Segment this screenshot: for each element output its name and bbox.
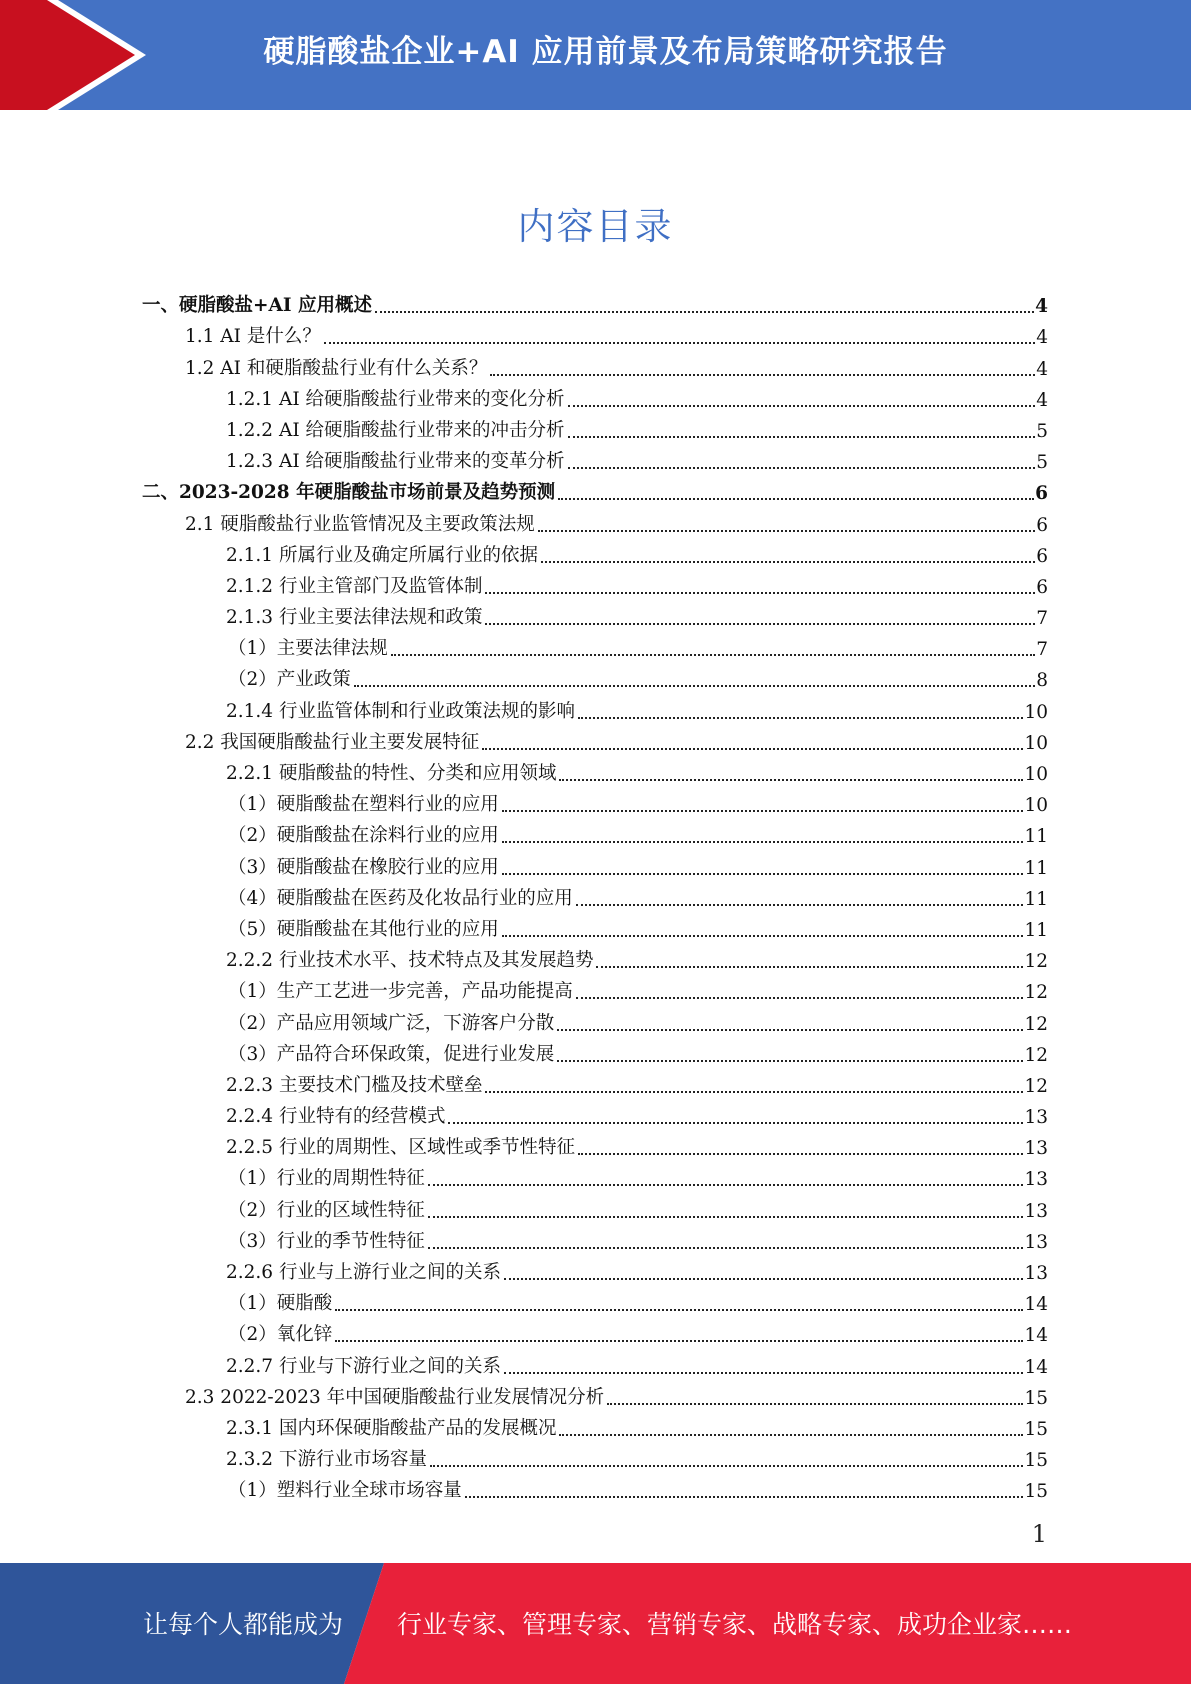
toc-dot-leader: [559, 1434, 1023, 1436]
toc-entry[interactable]: [142, 442, 1048, 473]
toc-dot-leader: [607, 1403, 1023, 1405]
toc-entry-label: （1）硬脂酸盐在塑料行业的应用: [228, 794, 499, 816]
toc-entry-label: 2.2.7 行业与下游行业之间的关系: [226, 1355, 501, 1377]
toc-dot-leader: [504, 1278, 1023, 1280]
toc-dot-leader: [324, 342, 1035, 344]
toc-entry-label: （2）产业政策: [228, 669, 351, 691]
toc-entry[interactable]: [142, 754, 1048, 785]
toc-entry-page: 4: [1036, 327, 1048, 349]
toc-dot-leader: [559, 779, 1023, 781]
toc-entry-label: 1.2.1 AI 给硬脂酸盐行业带来的变化分析: [226, 388, 565, 410]
toc-entry-page: 11: [1024, 857, 1048, 879]
toc-dot-leader: [502, 810, 1024, 812]
toc-entry-label: 2.2.1 硬脂酸盐的特性、分类和应用领域: [226, 763, 557, 784]
toc-entry-label: 2.3.2 下游行业市场容量: [226, 1449, 427, 1471]
toc-entry[interactable]: [142, 598, 1048, 629]
toc-entry[interactable]: [142, 1035, 1048, 1066]
toc-entry[interactable]: [142, 286, 1048, 317]
toc-entry[interactable]: [142, 629, 1048, 660]
toc-entry[interactable]: [142, 879, 1048, 910]
toc-entry-label: （1）硬脂酸: [228, 1293, 333, 1315]
toc-entry-label: （1）塑料行业全球市场容量: [228, 1480, 462, 1502]
toc-dot-leader: [448, 1122, 1023, 1124]
toc-entry[interactable]: [142, 847, 1048, 878]
toc-entry-label: 1.1 AI 是什么？: [185, 326, 321, 348]
toc-entry-label: 2.1.1 所属行业及确定所属行业的依据: [226, 544, 538, 566]
toc-heading: 内容目录: [517, 205, 674, 248]
toc-dot-leader: [578, 1153, 1023, 1155]
toc-entry-page: 14: [1024, 1294, 1048, 1316]
toc-entry-page: 12: [1024, 1044, 1048, 1066]
toc-entry-page: 15: [1024, 1481, 1048, 1503]
toc-entry-page: 4: [1035, 296, 1048, 318]
toc-dot-leader: [482, 748, 1023, 750]
toc-entry-page: 15: [1024, 1450, 1048, 1472]
toc-entry-label: （5）硬脂酸盐在其他行业的应用: [228, 918, 499, 940]
toc-dot-leader: [502, 935, 1024, 937]
toc-entry[interactable]: [142, 1003, 1048, 1034]
toc-dot-leader: [485, 623, 1035, 625]
page-number: 1: [1031, 1520, 1047, 1548]
toc-entry[interactable]: [142, 1409, 1048, 1440]
toc-dot-leader: [576, 904, 1024, 906]
toc-entry[interactable]: [142, 1128, 1048, 1159]
toc-entry-page: 5: [1036, 420, 1048, 442]
toc-dot-leader: [428, 1247, 1024, 1249]
toc-entry-label: 2.2.2 行业技术水平、技术特点及其发展趋势: [226, 950, 594, 972]
toc-entry-label: （2）产品应用领域广泛，下游客户分散: [228, 1012, 555, 1034]
toc-entry-label: 2.3 2022-2023 年中国硬脂酸盐行业发展情况分析: [185, 1386, 605, 1408]
toc-entry-label: 2.2.5 行业的周期性、区域性或季节性特征: [226, 1137, 575, 1159]
toc-entry[interactable]: [142, 317, 1048, 348]
toc-entry-page: 12: [1024, 982, 1048, 1004]
toc-dot-leader: [354, 685, 1035, 687]
toc-entry[interactable]: [142, 1471, 1048, 1502]
toc-entry-page: 7: [1036, 608, 1048, 630]
toc-entry-page: 11: [1024, 888, 1048, 910]
toc-entry[interactable]: [142, 536, 1048, 567]
toc-entry[interactable]: [142, 1440, 1048, 1471]
toc-dot-leader: [485, 1091, 1023, 1093]
toc-dot-leader: [596, 966, 1023, 968]
toc-entry-page: 10: [1024, 732, 1048, 754]
toc-entry-label: 2.1.3 行业主要法律法规和政策: [226, 607, 483, 629]
toc-dot-leader: [568, 405, 1036, 407]
toc-dot-leader: [485, 592, 1035, 594]
toc-dot-leader: [428, 1216, 1024, 1218]
toc-dot-leader: [430, 1465, 1023, 1467]
toc-dot-leader: [576, 997, 1024, 999]
toc-entry-page: 7: [1036, 639, 1048, 661]
toc-dot-leader: [578, 717, 1023, 719]
toc-entry-page: 13: [1024, 1138, 1048, 1160]
report-title: 硬脂酸盐企业+AI 应用前景及布局策略研究报告: [263, 34, 948, 70]
toc-dot-leader: [557, 1029, 1023, 1031]
toc-entry-label: （1）生产工艺进一步完善，产品功能提高: [228, 981, 573, 1003]
toc-dot-leader: [538, 530, 1035, 532]
toc-entry-page: 11: [1024, 826, 1048, 848]
toc-entry-label: （3）产品符合环保政策，促进行业发展: [228, 1043, 555, 1065]
toc-dot-leader: [335, 1340, 1023, 1342]
toc-entry-label: 2.1 硬脂酸盐行业监管情况及主要政策法规: [185, 513, 535, 535]
toc-entry[interactable]: [142, 411, 1048, 442]
toc-entry-label: 2.2.3 主要技术门槛及技术壁垒: [226, 1074, 483, 1096]
toc-entry-label: （4）硬脂酸盐在医药及化妆品行业的应用: [228, 887, 573, 909]
toc-dot-leader: [558, 498, 1034, 500]
toc-entry-label: 2.2.4 行业特有的经营模式: [226, 1106, 446, 1128]
toc-dot-leader: [504, 1372, 1023, 1374]
toc-entry-label: （2）硬脂酸盐在涂料行业的应用: [228, 825, 499, 847]
toc-entry-page: 10: [1024, 795, 1048, 817]
toc-entry-page: 15: [1024, 1387, 1048, 1409]
toc-dot-leader: [465, 1496, 1024, 1498]
toc-entry[interactable]: [142, 1284, 1048, 1315]
toc-entry-label: 2.3.1 国内环保硬脂酸盐产品的发展概况: [226, 1417, 557, 1439]
table-of-contents: [142, 286, 1048, 1502]
toc-entry-page: 10: [1024, 701, 1048, 723]
toc-entry-page: 8: [1036, 670, 1048, 692]
toc-entry[interactable]: [142, 941, 1048, 972]
toc-entry-label: （3）行业的季节性特征: [228, 1230, 425, 1252]
toc-entry-label: 1.2.2 AI 给硬脂酸盐行业带来的冲击分析: [226, 419, 565, 441]
toc-entry[interactable]: [142, 723, 1048, 754]
toc-entry-page: 6: [1036, 576, 1048, 598]
toc-entry[interactable]: [142, 972, 1048, 1003]
toc-entry-label: 2.2.6 行业与上游行业之间的关系: [226, 1262, 501, 1283]
toc-entry-label: 2.2 我国硬脂酸盐行业主要发展特征: [185, 731, 480, 753]
toc-dot-leader: [557, 1060, 1023, 1062]
toc-entry[interactable]: [142, 691, 1048, 722]
toc-entry[interactable]: [142, 1097, 1048, 1128]
toc-entry-page: 5: [1036, 452, 1048, 474]
toc-entry[interactable]: [142, 567, 1048, 598]
toc-entry[interactable]: [142, 1315, 1048, 1346]
toc-entry-page: 4: [1036, 389, 1048, 411]
toc-entry[interactable]: [142, 348, 1048, 379]
toc-entry[interactable]: [142, 473, 1048, 504]
toc-entry-label: （2）行业的区域性特征: [228, 1199, 425, 1221]
toc-entry-label: 一、硬脂酸盐+AI 应用概述: [142, 295, 372, 317]
toc-dot-leader: [568, 467, 1036, 469]
toc-dot-leader: [541, 561, 1035, 563]
toc-entry-label: 2.1.2 行业主管部门及监管体制: [226, 575, 483, 597]
toc-entry[interactable]: [142, 1378, 1048, 1409]
toc-entry-page: 13: [1024, 1231, 1048, 1253]
toc-entry-page: 12: [1024, 1075, 1048, 1097]
toc-entry-page: 6: [1036, 514, 1048, 536]
toc-entry[interactable]: [142, 660, 1048, 691]
toc-entry-label: （1）主要法律法规: [228, 638, 388, 660]
toc-dot-leader: [568, 436, 1036, 438]
toc-entry-page: 10: [1024, 764, 1048, 785]
toc-entry-page: 12: [1024, 951, 1048, 973]
toc-entry-label: （1）行业的周期性特征: [228, 1168, 425, 1190]
toc-entry-page: 11: [1024, 919, 1048, 941]
toc-entry-label: 1.2.3 AI 给硬脂酸盐行业带来的变革分析: [226, 451, 565, 473]
toc-entry[interactable]: [142, 1346, 1048, 1377]
toc-entry-label: （3）硬脂酸盐在橡胶行业的应用: [228, 856, 499, 878]
toc-entry-page: 6: [1036, 545, 1048, 567]
toc-entry[interactable]: [142, 1159, 1048, 1190]
footer-slogan-right: 行业专家、管理专家、营销专家、战略专家、成功企业家……: [397, 1610, 1073, 1639]
toc-dot-leader: [502, 841, 1024, 843]
toc-entry[interactable]: [142, 816, 1048, 847]
toc-entry-page: 6: [1035, 483, 1048, 505]
toc-entry-page: 4: [1036, 358, 1048, 380]
toc-dot-leader: [375, 311, 1034, 313]
toc-entry-page: 13: [1024, 1200, 1048, 1222]
toc-entry-page: 14: [1024, 1325, 1048, 1347]
toc-entry[interactable]: [142, 504, 1048, 535]
toc-entry[interactable]: [142, 785, 1048, 816]
toc-entry-page: 13: [1024, 1107, 1048, 1129]
toc-dot-leader: [335, 1309, 1023, 1311]
toc-entry[interactable]: [142, 380, 1048, 411]
toc-entry-page: 13: [1024, 1263, 1048, 1284]
footer-banner: [0, 1563, 1191, 1684]
toc-dot-leader: [391, 654, 1035, 656]
toc-entry-label: 1.2 AI 和硬脂酸盐行业有什么关系？: [185, 357, 488, 379]
toc-entry-label: （2）氧化锌: [228, 1324, 333, 1346]
footer-slogan-left: 让每个人都能成为: [143, 1610, 344, 1639]
toc-entry[interactable]: [142, 1066, 1048, 1097]
toc-entry-page: 13: [1024, 1169, 1048, 1191]
toc-entry[interactable]: [142, 910, 1048, 941]
toc-entry[interactable]: [142, 1222, 1048, 1253]
toc-entry-page: 15: [1024, 1418, 1048, 1440]
header-banner: [0, 0, 1191, 110]
toc-entry-page: 12: [1024, 1013, 1048, 1035]
toc-entry-label: 2.1.4 行业监管体制和行业政策法规的影响: [226, 700, 575, 722]
toc-entry[interactable]: [142, 1253, 1048, 1284]
toc-dot-leader: [490, 374, 1035, 376]
toc-entry-label: 二、2023-2028 年硬脂酸盐市场前景及趋势预测: [142, 482, 556, 504]
toc-dot-leader: [428, 1184, 1024, 1186]
toc-entry[interactable]: [142, 1190, 1048, 1221]
toc-dot-leader: [502, 873, 1024, 875]
toc-entry-page: 14: [1024, 1356, 1048, 1378]
